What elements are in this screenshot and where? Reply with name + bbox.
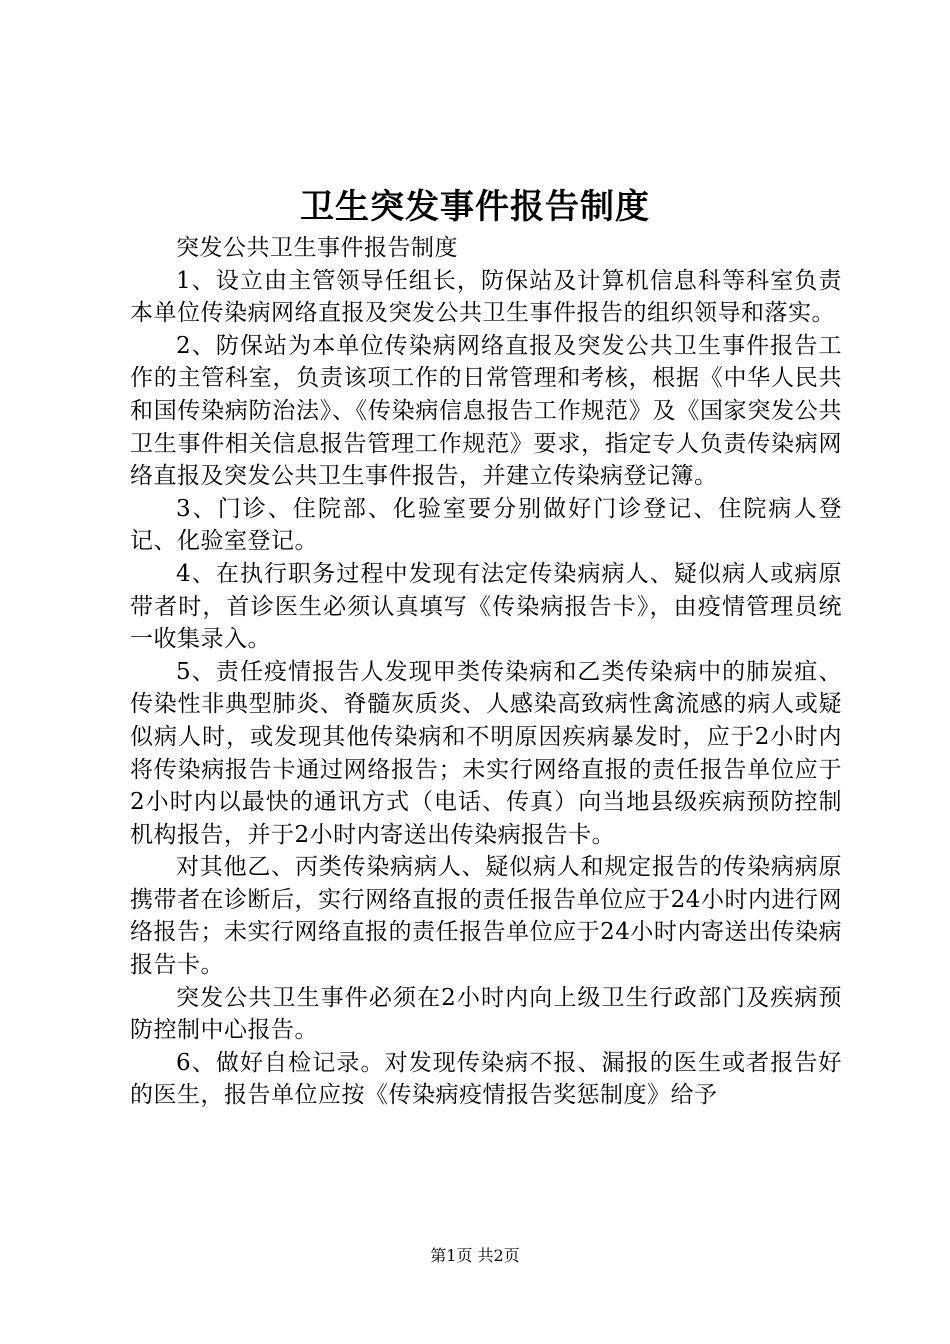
document-body — [130, 232, 842, 1112]
paragraph-4: 4、在执行职务过程中发现有法定传染病病人、疑似病人或病原带者时，首诊医生必须认真填写《传染病报告卡》，由疫情管理员统一收集录入。 — [130, 560, 842, 653]
paragraph-2: 2、防保站为本单位传染病网络直报及突发公共卫生事件报告工作的主管科室，负责该项工作的日常管理和考核，根据《中华人民共和国传染病防治法》、《传染病信息报告工作规范》及《国家突发公共卫生事件相关信息报告管理工作规范》要求，指定专人负责传染病网络直报及突发公共卫生事件报告，并建立传染病登记簿。 — [130, 332, 842, 490]
paragraph-emergency-report: 突发公共卫生事件必须在2小时内向上级卫生行政部门及疾病预防控制中心报告。 — [130, 984, 842, 1044]
paragraph-1: 1、设立由主管领导任组长，防保站及计算机信息科等科室负责本单位传染病网络直报及突发公共卫生事件报告的组织领导和落实。 — [130, 267, 842, 327]
paragraph-other-diseases: 对其他乙、丙类传染病病人、疑似病人和规定报告的传染病病原携带者在诊断后，实行网络直报的责任报告单位应于24小时内进行网络报告；未实行网络直报的责任报告单位应于24小时内寄送出传染病报告卡。 — [130, 854, 842, 979]
page-number-footer: 第1页 共2页 — [430, 1246, 520, 1265]
document-title: 卫生突发事件报告制度 — [300, 187, 650, 227]
paragraph-heading: 突发公共卫生事件报告制度 — [176, 235, 458, 261]
paragraph-6: 6、做好自检记录。对发现传染病不报、漏报的医生或者报告好的医生，报告单位应按《传染病疫情报告奖惩制度》给予 — [130, 1049, 842, 1109]
paragraph-3: 3、门诊、住院部、化验室要分别做好门诊登记、住院病人登记、化验室登记。 — [130, 495, 842, 555]
paragraph-5: 5、责任疫情报告人发现甲类传染病和乙类传染病中的肺炭疽、传染性非典型肺炎、脊髓灰质炎、人感染高致病性禽流感的病人或疑似病人时，或发现其他传染病和不明原因疾病暴发时，应于2小时内将传染病报告卡通过网络报告；未实行网络直报的责任报告单位应于2小时内以最快的通讯方式（电话、传真）向当地县级疾病预防控制机构报告，并于2小时内寄送出传染病报告卡。 — [130, 658, 842, 848]
